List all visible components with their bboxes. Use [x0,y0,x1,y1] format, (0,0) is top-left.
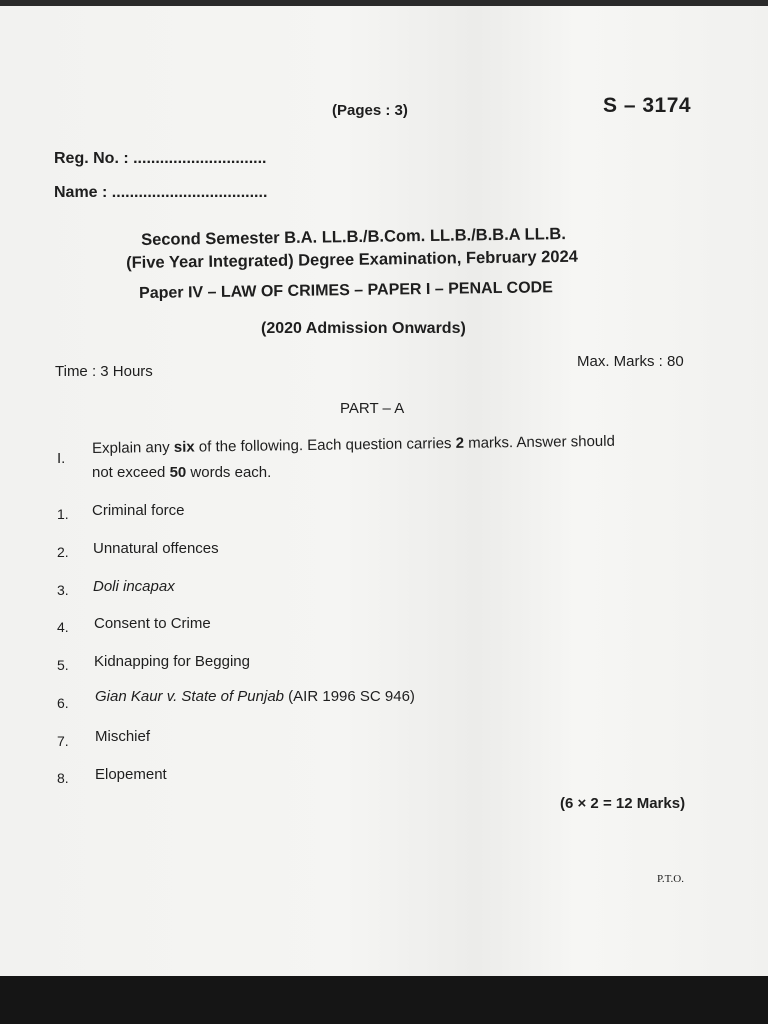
question-text: Unnatural offences [93,540,219,557]
question-text: Kidnapping for Begging [94,653,250,670]
time-allowed: Time : 3 Hours [55,363,153,380]
question-number: 7. [57,733,69,749]
marks-summary: (6 × 2 = 12 Marks) [560,795,686,812]
question-number: 2. [57,544,69,560]
paper-title: Paper IV – LAW OF CRIMES – PAPER I – PENAL CODE [139,279,553,302]
exam-title-line2: (Five Year Integrated) Degree Examination, February 2024 [126,247,579,272]
question-text: Mischief [95,728,151,745]
instruction-line2: not exceed 50 words each. [92,464,272,481]
question-number: 5. [57,657,69,673]
section-numeral: I. [57,450,66,467]
exam-title-line1: Second Semester B.A. LL.B./B.Com. LL.B./B.B.A LL.B. [141,225,566,249]
question-number: 6. [57,695,69,711]
admission-note: (2020 Admission Onwards) [261,320,466,337]
question-number: 8. [57,770,69,786]
question-text: Criminal force [92,502,185,519]
question-number: 3. [57,582,69,598]
part-heading: PART – A [340,400,405,417]
pto-note: P.T.O. [657,873,684,885]
question-text: Elopement [95,766,167,783]
question-number: 1. [57,506,69,522]
max-marks: Max. Marks : 80 [577,353,684,370]
question-text: Gian Kaur v. State of Punjab (AIR 1996 SC 946) [95,688,415,705]
reg-no-field: Reg. No. : .............................. [54,150,267,167]
instruction-line1: Explain any six of the following. Each question carries 2 marks. Answer should [92,432,615,457]
question-text: Consent to Crime [94,615,211,632]
question-number: 4. [57,619,69,635]
question-text: Doli incapax [93,578,175,595]
paper-code: S – 3174 [603,94,692,117]
exam-page [0,6,768,976]
name-field: Name : ................................... [54,184,268,201]
pages-count: (Pages : 3) [332,102,408,119]
scan-bottom-edge [0,976,768,1024]
